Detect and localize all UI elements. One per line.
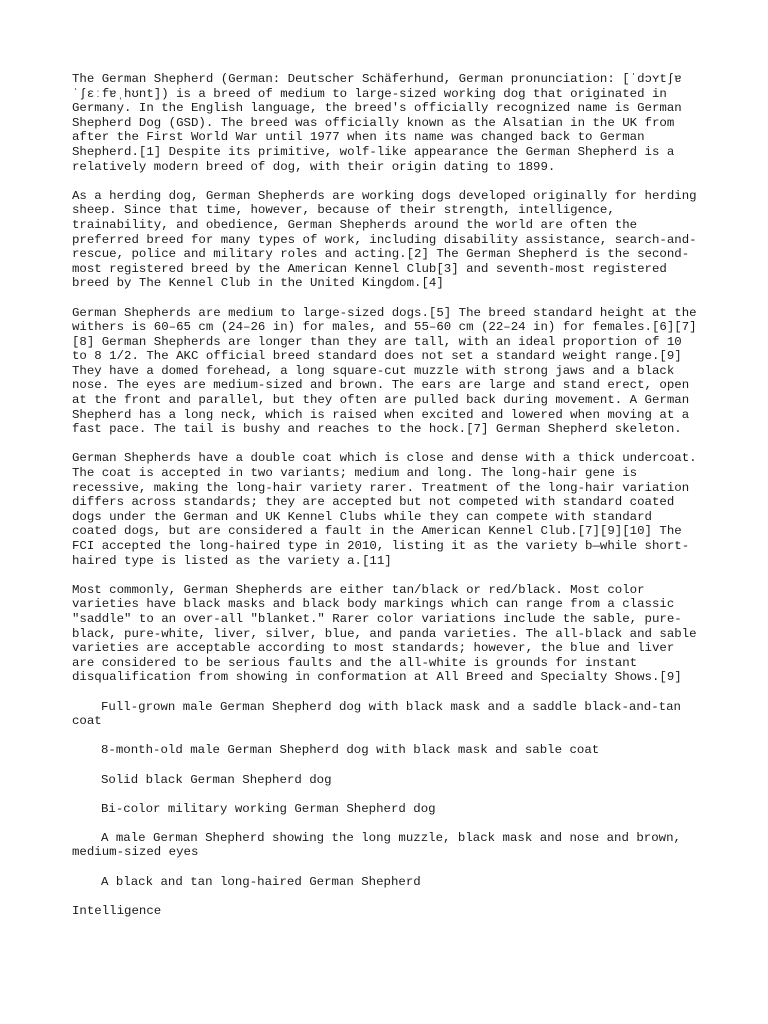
paragraph-color: Most commonly, German Shepherds are either tan/black or red/black. Most color varieties have black masks and black body markings which can range from a classic "saddle" to an over-all "blanket." Rarer color variations include the sable, pure-black, pure-white, liver, silver, blue, and panda varieties. The all-black and sable varieties are acceptable according to most standards; however, the blue and liver are considered to be serious faults and the all-white is grounds for instant disqualification from showing in conformation at All Breed and Specialty Shows.[9] — [72, 582, 697, 685]
section-heading: Intelligence — [72, 903, 162, 918]
paragraph-intro: The German Shepherd (German: Deutscher Schäferhund, German pronunciation: [ˈdɔʏtʃɐ ˈʃɛːfɐˌhʊnt]) is a breed of medium to large-sized working dog that originated in Germany. In the English language, the breed's officially recognized name is German Shepherd Dog (GSD). The breed was officially known as the Alsatian in the UK from after the First World War until 1977 when its name was changed back to German Shepherd.[1] Despite its primitive, wolf-like appearance the German Shepherd is a relatively modern breed of dog, with their origin dating to 1899. — [72, 72, 682, 174]
image-caption: Full-grown male German Shepherd dog with black mask and a saddle black-and-tan coat — [72, 699, 681, 729]
paragraph-size: German Shepherds are medium to large-sized dogs.[5] The breed standard height at the withers is 60–65 cm (24–26 in) for males, and 55–60 cm (22–24 in) for females.[6][7][8] German Shepherds are longer than they are tall, with an ideal proportion of 10 to 8 1/2. The AKC official breed standard does not set a standard weight range.[9] They have a domed forehead, a long square-cut muzzle with strong jaws and a black nose. The eyes are medium-sized and brown. The ears are large and stand erect, open at the front and parallel, but they often are pulled back during movement. A German Shepherd has a long neck, which is raised when excited and lowered when moving at a fast pace. The tail is bushy and reaches to the hock.[7] German Shepherd skeleton. — [72, 305, 697, 437]
paragraph-coat: German Shepherds have a double coat which is close and dense with a thick undercoat. The coat is accepted in two variants; medium and long. The long-hair gene is recessive, making the long-hair variety rarer. Treatment of the long-hair variation differs across standards; they are accepted but not competed with standard coated dogs under the German and UK Kennel Clubs while they can compete with standard coated dogs, but are considered a fault in the American Kennel Club.[7][9][10] The FCI accepted the long-haired type in 2010, listing it as the variety b—while short-haired type is listed as the variety a.[11] — [72, 451, 697, 568]
image-caption: 8-month-old male German Shepherd dog with black mask and sable coat — [101, 743, 600, 758]
image-caption: Solid black German Shepherd dog — [101, 772, 332, 787]
image-caption: A male German Shepherd showing the long muzzle, black mask and nose and brown, medium-sized eyes — [72, 830, 681, 860]
document-page — [72, 72, 700, 918]
image-caption: Bi-color military working German Shepherd dog — [101, 801, 436, 816]
paragraph-herding: As a herding dog, German Shepherds are working dogs developed originally for herding sheep. Since that time, however, because of their strength, intelligence, trainability, and obedience, German Shepherds around the world are often the preferred breed for many types of work, including disability assistance, search-and-rescue, police and military roles and acting.[2] The German Shepherd is the second-most registered breed by the American Kennel Club[3] and seventh-most registered breed by The Kennel Club in the United Kingdom.[4] — [72, 188, 697, 291]
image-caption: A black and tan long-haired German Shepherd — [101, 874, 421, 889]
